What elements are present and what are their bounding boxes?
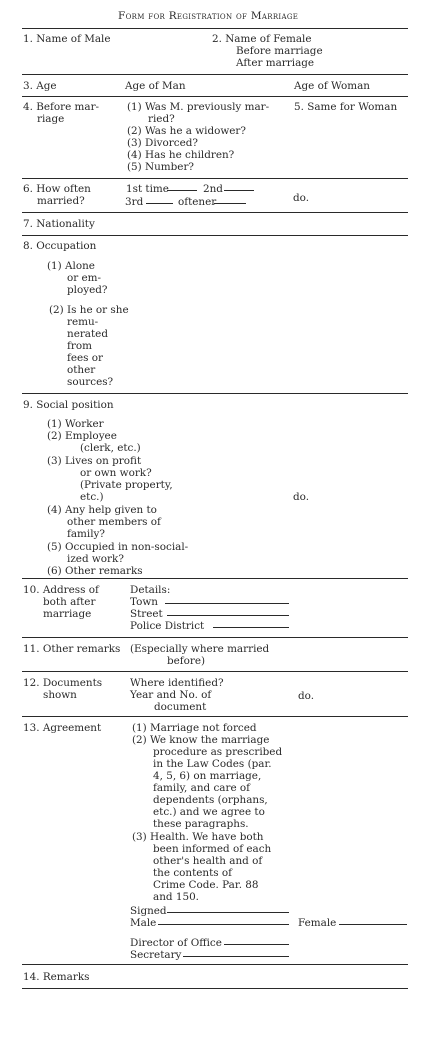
signed-female-blank[interactable] xyxy=(339,924,407,925)
field-occupation-label: 8. Occupation xyxy=(23,240,97,252)
social-position-item: (4) Any help given to xyxy=(47,504,157,516)
ditto-mark: do. xyxy=(293,491,310,503)
field-agreement-label: 13. Agreement xyxy=(23,722,102,734)
signed-blank[interactable] xyxy=(167,912,289,913)
agreement-item: (1) Marriage not forced xyxy=(132,722,257,734)
agreement-item: dependents (orphans, xyxy=(153,794,268,806)
social-position-item: (Private property, xyxy=(80,479,173,491)
documents-year-number-cont: document xyxy=(154,701,207,713)
address-street-label: Street xyxy=(130,608,163,620)
agreement-item: (3) Health. We have both xyxy=(132,831,264,843)
first-time-label: 1st time xyxy=(126,183,169,195)
occupation-item: ployed? xyxy=(67,284,108,296)
signed-female-label: Female xyxy=(298,917,337,929)
documents-year-number: Year and No. of xyxy=(130,689,212,701)
rule-9 xyxy=(22,671,408,672)
director-of-office-blank[interactable] xyxy=(224,944,289,945)
signed-male-label: Male xyxy=(130,917,157,929)
agreement-item: been informed of each xyxy=(153,843,272,855)
address-details-label: Details: xyxy=(130,584,171,596)
secretary-blank[interactable] xyxy=(183,956,289,957)
agreement-item: Crime Code. Par. 88 xyxy=(153,879,259,891)
occupation-item: fees or xyxy=(67,352,104,364)
address-police-district-blank[interactable] xyxy=(213,627,289,628)
agreement-item: in the Law Codes (par. xyxy=(153,758,272,770)
occupation-item: sources? xyxy=(67,376,114,388)
other-remarks-note: before) xyxy=(167,655,206,667)
field-age-label: 3. Age xyxy=(23,80,57,92)
occupation-item: remu- xyxy=(67,316,99,328)
rule-5 xyxy=(22,235,408,236)
rule-1 xyxy=(22,74,408,75)
social-position-item: other members of xyxy=(67,516,161,528)
rule-3 xyxy=(22,178,408,179)
address-town-label: Town xyxy=(130,596,158,608)
ditto-mark: do. xyxy=(293,192,310,204)
address-street-blank[interactable] xyxy=(167,615,289,616)
social-position-item: family? xyxy=(67,528,105,540)
agreement-item: (2) We know the marriage xyxy=(132,734,270,746)
address-town-blank[interactable] xyxy=(165,603,289,604)
oftener-blank[interactable] xyxy=(214,203,246,204)
secretary-label: Secretary xyxy=(130,949,182,961)
second-time-label: 2nd xyxy=(203,183,223,195)
field-before-marriage-label-cont: riage xyxy=(37,113,65,125)
field-address-label-cont: marriage xyxy=(43,608,92,620)
agreement-item: other's health and of xyxy=(153,855,263,867)
occupation-item: (2) Is he or she xyxy=(49,304,129,316)
field-before-marriage-label: 4. Before mar- xyxy=(23,101,100,113)
social-position-item: (3) Lives on profit xyxy=(47,455,142,467)
before-marriage-item: (4) Has he children? xyxy=(127,149,235,161)
social-position-item: (clerk, etc.) xyxy=(80,442,141,454)
field-how-often-married-label-cont: married? xyxy=(37,195,85,207)
field-how-often-married-label: 6. How often xyxy=(23,183,91,195)
female-after-marriage-label: After marriage xyxy=(236,57,315,69)
documents-where-identified: Where identified? xyxy=(130,677,224,689)
occupation-item: other xyxy=(67,364,96,376)
address-police-district-label: Police District xyxy=(130,620,205,632)
occupation-item: or em- xyxy=(67,272,102,284)
field-same-for-woman-label: 5. Same for Woman xyxy=(294,101,398,113)
field-name-female-label: 2. Name of Female xyxy=(212,33,312,45)
before-marriage-item: (1) Was M. previously mar- xyxy=(127,101,270,113)
field-address-label-cont: both after xyxy=(43,596,96,608)
before-marriage-item: (2) Was he a widower? xyxy=(127,125,246,137)
rule-top xyxy=(22,28,408,29)
before-marriage-item: ried? xyxy=(148,113,175,125)
field-address-label: 10. Address of xyxy=(23,584,99,596)
social-position-item: (2) Employee xyxy=(47,430,117,442)
field-remarks-label: 14. Remarks xyxy=(23,971,90,983)
other-remarks-note: (Especially where married xyxy=(130,643,270,655)
social-position-item: etc.) xyxy=(80,491,104,503)
before-marriage-item: (3) Divorced? xyxy=(127,137,198,149)
rule-7 xyxy=(22,578,408,579)
age-of-man-header: Age of Man xyxy=(125,80,186,92)
occupation-item: (1) Alone xyxy=(47,260,95,272)
agreement-item: family, and care of xyxy=(153,782,251,794)
signed-male-blank[interactable] xyxy=(158,924,289,925)
third-time-label: 3rd xyxy=(125,196,144,208)
rule-10 xyxy=(22,716,408,717)
first-time-blank[interactable] xyxy=(167,190,197,191)
second-time-blank[interactable] xyxy=(224,190,254,191)
social-position-item: ized work? xyxy=(67,553,124,565)
before-marriage-item: (5) Number? xyxy=(127,161,194,173)
agreement-item: these paragraphs. xyxy=(153,818,249,830)
form-title: Form for Registration of Marriage xyxy=(118,10,299,22)
director-of-office-label: Director of Office xyxy=(130,937,222,949)
signed-label: Signed xyxy=(130,905,167,917)
rule-8 xyxy=(22,637,408,638)
field-documents-label-cont: shown xyxy=(43,689,77,701)
occupation-item: from xyxy=(67,340,92,352)
ditto-mark: do. xyxy=(298,690,315,702)
agreement-item: and 150. xyxy=(153,891,199,903)
social-position-item: (1) Worker xyxy=(47,418,104,430)
field-documents-label: 12. Documents xyxy=(23,677,103,689)
female-before-marriage-label: Before marriage xyxy=(236,45,323,57)
rule-11 xyxy=(22,964,408,965)
agreement-item: the contents of xyxy=(153,867,233,879)
field-name-male-label: 1. Name of Male xyxy=(23,33,111,45)
field-nationality-label: 7. Nationality xyxy=(23,218,95,230)
rule-6 xyxy=(22,393,408,394)
social-position-item: (5) Occupied in non-social- xyxy=(47,541,189,553)
age-of-woman-header: Age of Woman xyxy=(294,80,370,92)
occupation-item: nerated xyxy=(67,328,108,340)
social-position-item: (6) Other remarks xyxy=(47,565,143,577)
rule-4 xyxy=(22,212,408,213)
third-time-blank[interactable] xyxy=(146,203,173,204)
rule-2 xyxy=(22,96,408,97)
agreement-item: etc.) and we agree to xyxy=(153,806,265,818)
agreement-item: procedure as prescribed xyxy=(153,746,283,758)
social-position-item: or own work? xyxy=(80,467,152,479)
rule-bottom xyxy=(22,988,408,989)
agreement-item: 4, 5, 6) on marriage, xyxy=(153,770,262,782)
field-social-position-label: 9. Social position xyxy=(23,399,114,411)
oftener-label: oftener xyxy=(178,196,217,208)
field-other-remarks-label: 11. Other remarks xyxy=(23,643,121,655)
